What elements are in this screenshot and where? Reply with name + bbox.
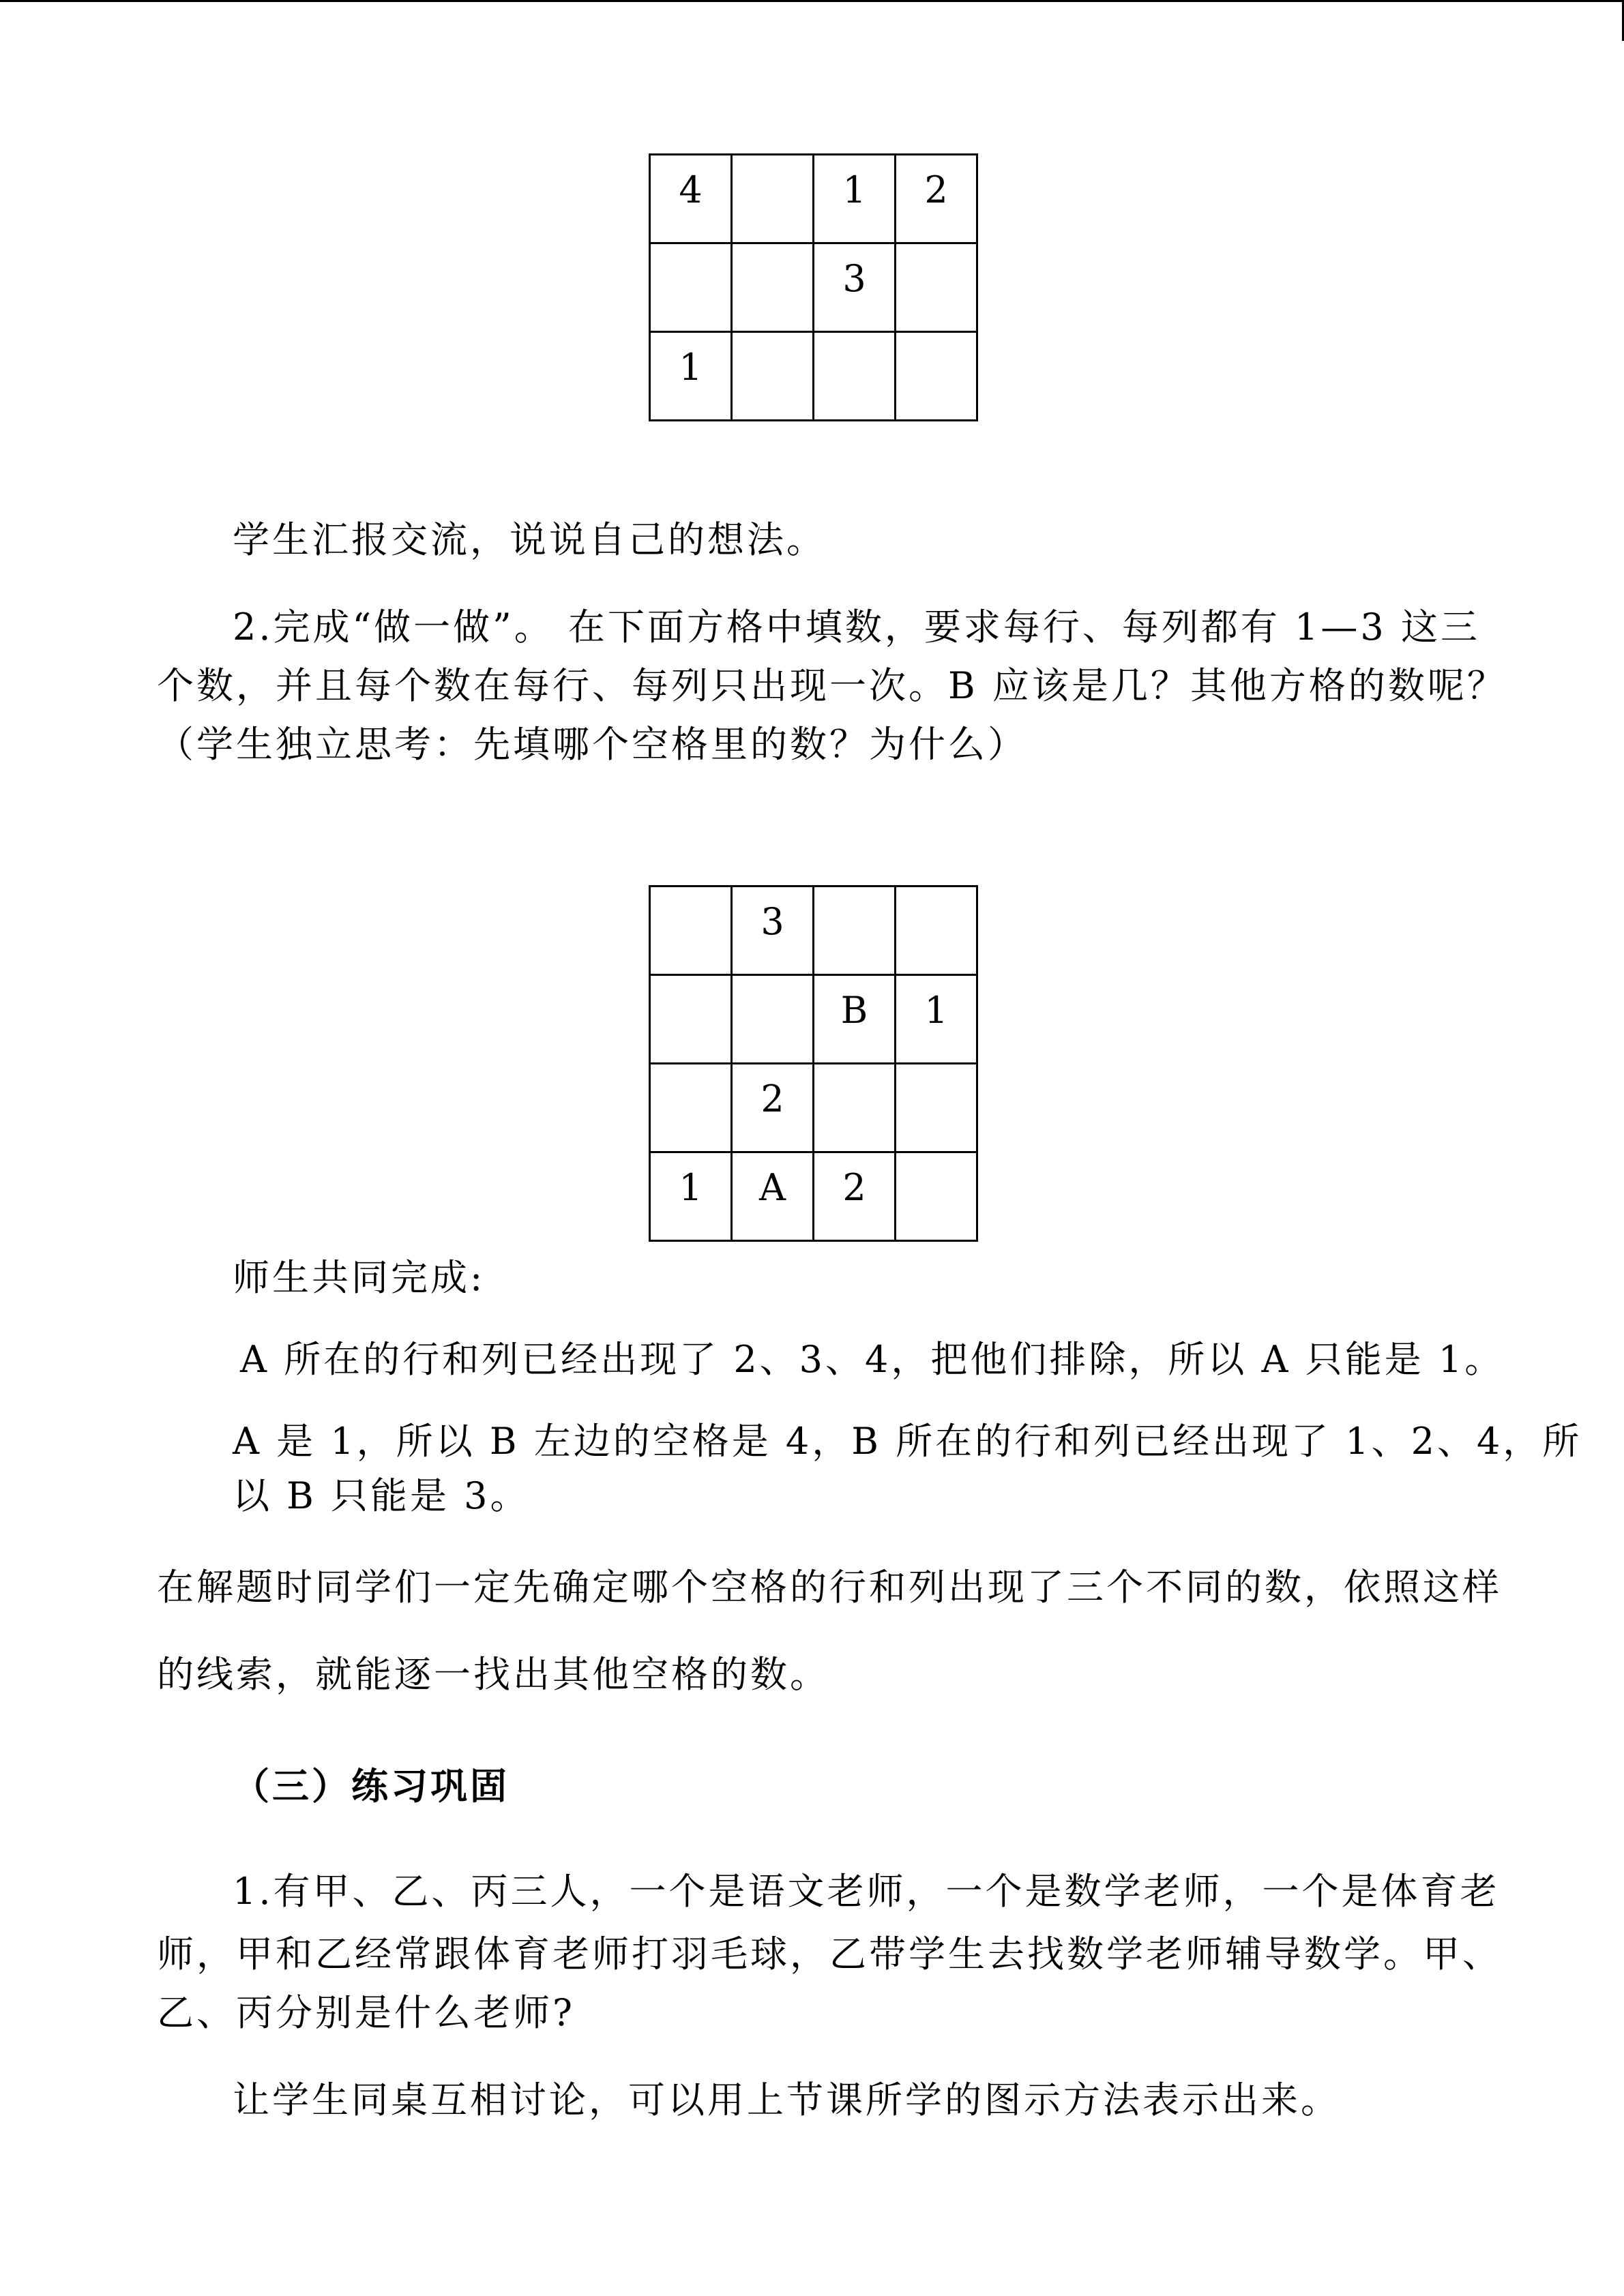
para-b-line-1: A 是 1，所以 B 左边的空格是 4，B 所在的行和列已经出现了 1、2、4，所 — [233, 1420, 1582, 1463]
grid-cell: 2 — [732, 1064, 814, 1152]
para-exercise-line-2: 师，甲和乙经常跟体育老师打羽毛球，乙带学生去找数学老师辅导数学。甲、 — [157, 1933, 1502, 1976]
grid-cell — [650, 886, 732, 975]
number-grid-1 — [649, 153, 978, 421]
grid-cell — [732, 975, 814, 1064]
grid-cell: 1 — [896, 975, 977, 1064]
para-tip-line-2: 的线索，就能逐一找出其他空格的数。 — [157, 1653, 829, 1696]
para-student-report: 学生汇报交流，说说自己的想法。 — [233, 518, 826, 561]
grid-cell — [732, 243, 814, 332]
para-task-line-2: 个数，并且每个数在每行、每列只出现一次。B 应该是几？其他方格的数呢？ — [157, 664, 1507, 707]
grid-cell — [896, 332, 977, 421]
section-heading: （三）练习巩固 — [233, 1765, 510, 1808]
grid-cell — [814, 332, 896, 421]
grid-cell: 2 — [896, 155, 977, 243]
grid-cell: 3 — [814, 243, 896, 332]
grid-cell — [896, 1064, 977, 1152]
para-task-line-3: （学生独立思考：先填哪个空格里的数？为什么） — [157, 723, 1027, 766]
para-a-explanation: A 所在的行和列已经出现了 2、3、4，把他们排除，所以 A 只能是 1。 — [240, 1338, 1505, 1381]
grid-cell — [732, 332, 814, 421]
grid-cell — [650, 975, 732, 1064]
grid-cell: 1 — [650, 332, 732, 421]
grid-cell — [732, 155, 814, 243]
grid-cell — [896, 886, 977, 975]
para-tip-line-1: 在解题时同学们一定先确定哪个空格的行和列出现了三个不同的数，依照这样 — [157, 1566, 1502, 1609]
grid-row — [650, 332, 977, 421]
grid-cell — [896, 243, 977, 332]
grid-cell: 4 — [650, 155, 732, 243]
page-top-border — [0, 0, 1624, 2]
grid-cell — [814, 886, 896, 975]
grid-cell — [650, 1064, 732, 1152]
grid-cell: B — [814, 975, 896, 1064]
grid-cell — [650, 243, 732, 332]
grid-row — [650, 886, 977, 975]
grid-row — [650, 1064, 977, 1152]
grid-cell — [896, 1152, 977, 1241]
grid-cell — [814, 1064, 896, 1152]
grid-row — [650, 975, 977, 1064]
para-exercise-line-3: 乙、丙分别是什么老师? — [157, 1991, 575, 2034]
grid-cell: 3 — [732, 886, 814, 975]
para-discuss: 让学生同桌互相讨论，可以用上节课所学的图示方法表示出来。 — [233, 2078, 1340, 2121]
number-grid-2 — [649, 885, 978, 1242]
grid-cell: 1 — [814, 155, 896, 243]
grid-cell: 1 — [650, 1152, 732, 1241]
grid-row — [650, 243, 977, 332]
para-together: 师生共同完成: — [233, 1256, 486, 1299]
grid-row — [650, 1152, 977, 1241]
para-task-line-1: 2.完成“做一做”。 在下面方格中填数，要求每行、每列都有 1—3 这三 — [233, 606, 1480, 648]
grid-cell: 2 — [814, 1152, 896, 1241]
grid-cell: A — [732, 1152, 814, 1241]
para-b-line-2: 以 B 只能是 3。 — [233, 1474, 530, 1517]
grid-row — [650, 155, 977, 243]
para-exercise-line-1: 1.有甲、乙、丙三人，一个是语文老师，一个是数学老师，一个是体育老 — [233, 1870, 1500, 1913]
